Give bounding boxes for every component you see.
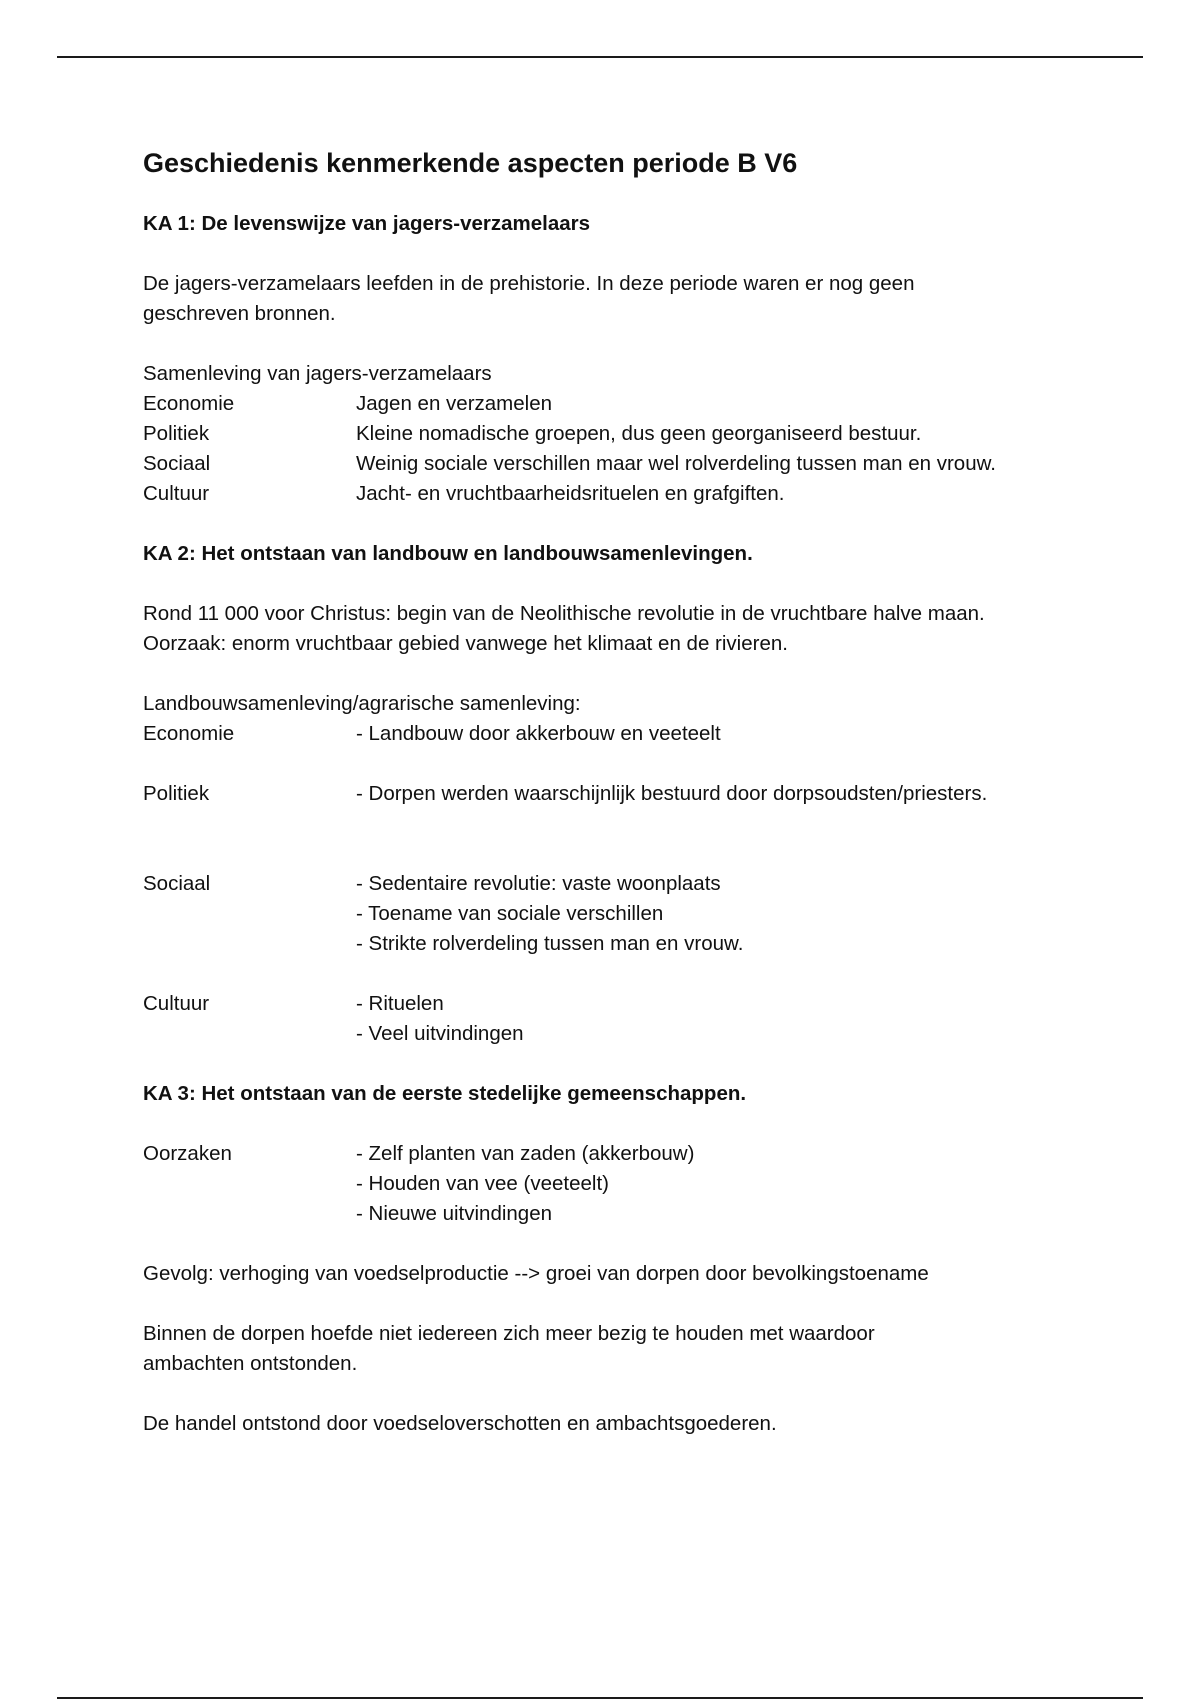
row-label: Economie — [143, 722, 235, 745]
row-label: Oorzaken — [143, 1142, 232, 1165]
ka3-handel: De handel ontstond door voedseloverschotten en ambachtsgoederen. — [143, 1412, 777, 1435]
list-item: - Zelf planten van zaden (akkerbouw) — [356, 1142, 695, 1165]
ka1-table — [143, 359, 1103, 509]
row-value-list — [356, 869, 1103, 959]
ka3-table — [143, 1139, 1103, 1229]
document-body — [143, 143, 1103, 1469]
ka2-intro-line2: Oorzaak: enorm vruchtbaar gebied vanwege het klimaat en de rivieren. — [143, 632, 788, 655]
list-item: - Strikte rolverdeling tussen man en vrouw. — [356, 932, 744, 955]
row-value: Weinig sociale verschillen maar wel rolverdeling tussen man en vrouw. — [356, 452, 996, 475]
row-value-list — [356, 1139, 1103, 1229]
ka2-intro — [143, 599, 1103, 659]
ka2-heading: KA 2: Het ontstaan van landbouw en landbouwsamenlevingen. — [143, 542, 753, 565]
ka1-table-caption: Samenleving van jagers-verzamelaars — [143, 362, 492, 385]
page-bottom-rule — [57, 1697, 1143, 1699]
table-row — [143, 779, 1103, 809]
page-top-rule — [57, 56, 1143, 58]
row-label: Sociaal — [143, 872, 211, 895]
row-value-list — [356, 989, 1103, 1049]
row-label: Politiek — [143, 782, 210, 805]
document-title: Geschiedenis kenmerkende aspecten periode B V6 — [143, 148, 798, 178]
list-item: - Rituelen — [356, 992, 444, 1015]
row-value: - Landbouw door akkerbouw en veeteelt — [356, 722, 721, 745]
list-item: - Sedentaire revolutie: vaste woonplaats — [356, 872, 721, 895]
ka3-ambachten: Binnen de dorpen hoefde niet iedereen zich meer bezig te houden met waardoor ambachten ontstonden. — [143, 1322, 875, 1375]
ka2-table-caption: Landbouwsamenleving/agrarische samenleving: — [143, 692, 581, 715]
ka3-gevolg: Gevolg: verhoging van voedselproductie --> groei van dorpen door bevolkingstoename — [143, 1262, 929, 1285]
row-value: - Dorpen werden waarschijnlijk bestuurd door dorpsoudsten/priesters. — [356, 782, 988, 805]
list-item: - Nieuwe uitvindingen — [356, 1202, 553, 1225]
row-value: Jagen en verzamelen — [356, 392, 553, 415]
table-row — [143, 419, 1103, 449]
row-label: Sociaal — [143, 452, 211, 475]
row-value: Jacht- en vruchtbaarheidsrituelen en grafgiften. — [356, 482, 785, 505]
ka1-heading: KA 1: De levenswijze van jagers-verzamelaars — [143, 212, 591, 235]
row-label: Politiek — [143, 422, 210, 445]
table-row — [143, 389, 1103, 419]
list-item: - Toename van sociale verschillen — [356, 902, 664, 925]
list-item: - Houden van vee (veeteelt) — [356, 1172, 609, 1195]
row-value: Kleine nomadische groepen, dus geen georganiseerd bestuur. — [356, 422, 922, 445]
table-row — [143, 449, 1103, 479]
table-row — [143, 1139, 1103, 1229]
row-label: Cultuur — [143, 992, 210, 1015]
row-label: Cultuur — [143, 482, 210, 505]
table-row — [143, 869, 1103, 959]
row-label: Economie — [143, 392, 235, 415]
ka2-table — [143, 689, 1103, 1049]
ka2-intro-line1: Rond 11 000 voor Christus: begin van de Neolithische revolutie in de vruchtbare halve maan. — [143, 602, 985, 625]
table-row — [143, 989, 1103, 1049]
table-row — [143, 479, 1103, 509]
table-row — [143, 719, 1103, 749]
ka1-intro: De jagers-verzamelaars leefden in de prehistorie. In deze periode waren er nog geen geschreven bronnen. — [143, 272, 915, 325]
ka3-heading: KA 3: Het ontstaan van de eerste stedelijke gemeenschappen. — [143, 1082, 747, 1105]
list-item: - Veel uitvindingen — [356, 1022, 524, 1045]
